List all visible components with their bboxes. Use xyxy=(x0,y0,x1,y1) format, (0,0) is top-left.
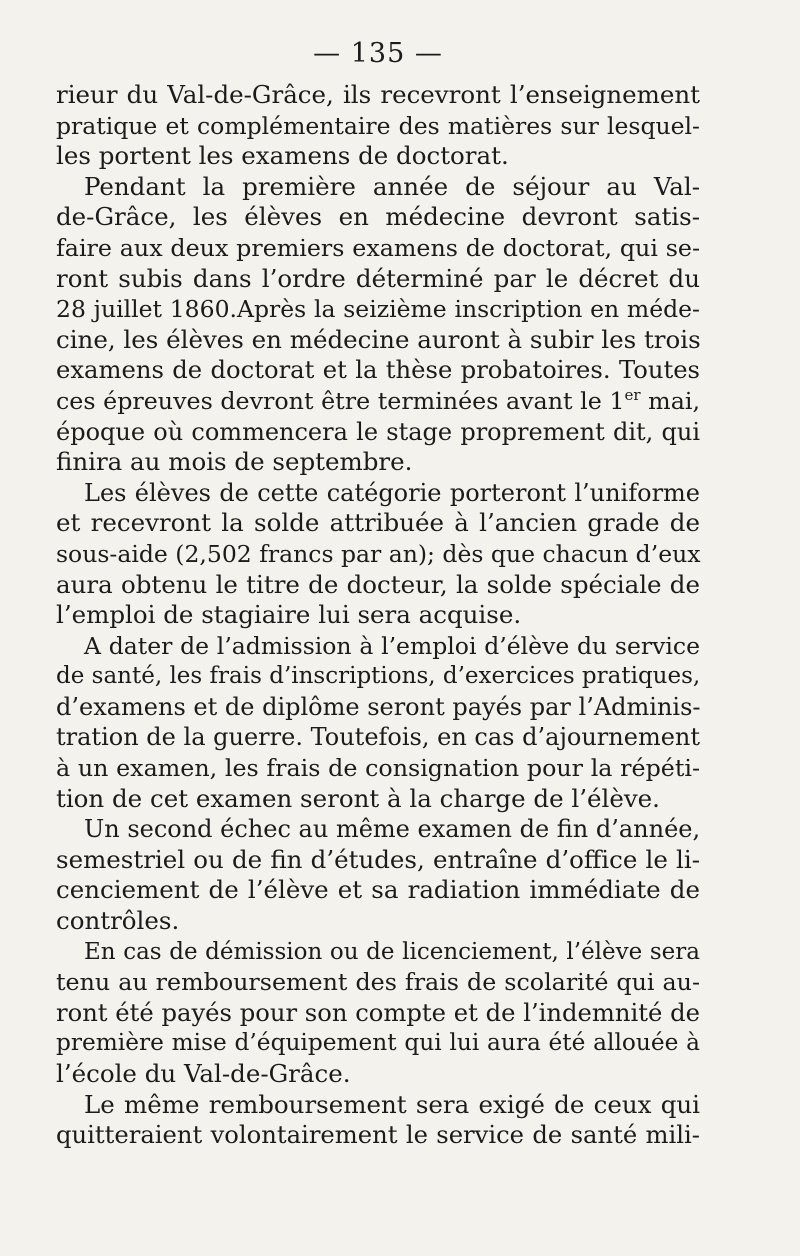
text-line: sous-aide (2,502 francs par an); dès que chacun d’eux xyxy=(56,539,701,568)
paragraph-1 xyxy=(56,80,700,172)
paragraph-7 xyxy=(56,1090,700,1151)
text-line: aura obtenu le titre de docteur, la solde spéciale de xyxy=(56,569,700,599)
text-line: faire aux deux premiers examens de doctorat, qui se- xyxy=(56,233,700,262)
text-line: Le même remboursement sera exigé de ceux qui xyxy=(84,1089,700,1119)
text-line: Un second échec au même examen de fin d’année, xyxy=(84,815,701,844)
text-line: 28 juillet 1860.Après la seizième inscription en méde- xyxy=(56,295,700,324)
text-line: ront subis dans l’ordre déterminé par le décret du xyxy=(56,263,700,293)
text-line: examens de doctorat et la thèse probatoires. Toutes xyxy=(56,355,700,385)
paragraph-2 xyxy=(56,172,700,478)
paragraph-5 xyxy=(56,814,700,936)
text-line: de-Grâce, les élèves en médecine devront satis- xyxy=(56,202,700,232)
text-line: l’emploi de stagiaire lui sera acquise. xyxy=(56,600,522,630)
text-line: et recevront la solde attribuée à l’ancien grade de xyxy=(56,508,700,538)
text-line: époque où commencera le stage proprement dit, qui xyxy=(56,417,700,446)
text-line: première mise d’équipement qui lui aura été allouée à xyxy=(56,1029,700,1057)
text-line: à un examen, les frais de consignation pour la répéti- xyxy=(56,754,700,783)
text-line: tration de la guerre. Toutefois, en cas d’ajournement xyxy=(56,723,700,752)
paragraph-6 xyxy=(56,937,700,1090)
text-line: ces épreuves devront être terminées avant le 1er mai, xyxy=(56,386,700,415)
text-line: finira au mois de septembre. xyxy=(56,447,413,477)
paragraph-4 xyxy=(56,631,700,815)
page-number: — 135 — xyxy=(313,38,443,69)
text-line: contrôles. xyxy=(56,906,180,936)
text-line: l’école du Val-de-Grâce. xyxy=(56,1059,351,1088)
text-line: A dater de l’admission à l’emploi d’élève du service xyxy=(84,631,700,660)
text-line: ront été payés pour son compte et de l’indemnité de xyxy=(56,997,700,1027)
text-line: les portent les examens de doctorat. xyxy=(56,141,509,171)
text-line: Pendant la première année de séjour au Val- xyxy=(84,171,700,201)
text-line: pratique et complémentaire des matières sur lesquel- xyxy=(56,111,700,140)
text-line: cenciement de l’élève et sa radiation immédiate de xyxy=(56,875,700,905)
text-line: tenu au remboursement des frais de scolarité qui au- xyxy=(56,968,700,997)
text-line: En cas de démission ou de licenciement, l’élève sera xyxy=(84,938,700,965)
text-line: Les élèves de cette catégorie porteront l’uniforme xyxy=(84,478,700,507)
text-line: d’examens et de diplôme seront payés par l’Adminis- xyxy=(56,692,701,721)
text-line: rieur du Val-de-Grâce, ils recevront l’enseignement xyxy=(56,80,700,109)
text-line: cine, les élèves en médecine auront à subir les trois xyxy=(56,324,701,354)
text-line: quitteraient volontairement le service de santé mili- xyxy=(56,1120,700,1150)
paragraph-3 xyxy=(56,478,700,631)
text-line: tion de cet examen seront à la charge de l’élève. xyxy=(56,783,660,813)
text-line: semestriel ou de fin d’études, entraîne d’office le li- xyxy=(56,844,700,874)
text-line: de santé, les frais d’inscriptions, d’exercices pratiques, xyxy=(56,663,701,690)
